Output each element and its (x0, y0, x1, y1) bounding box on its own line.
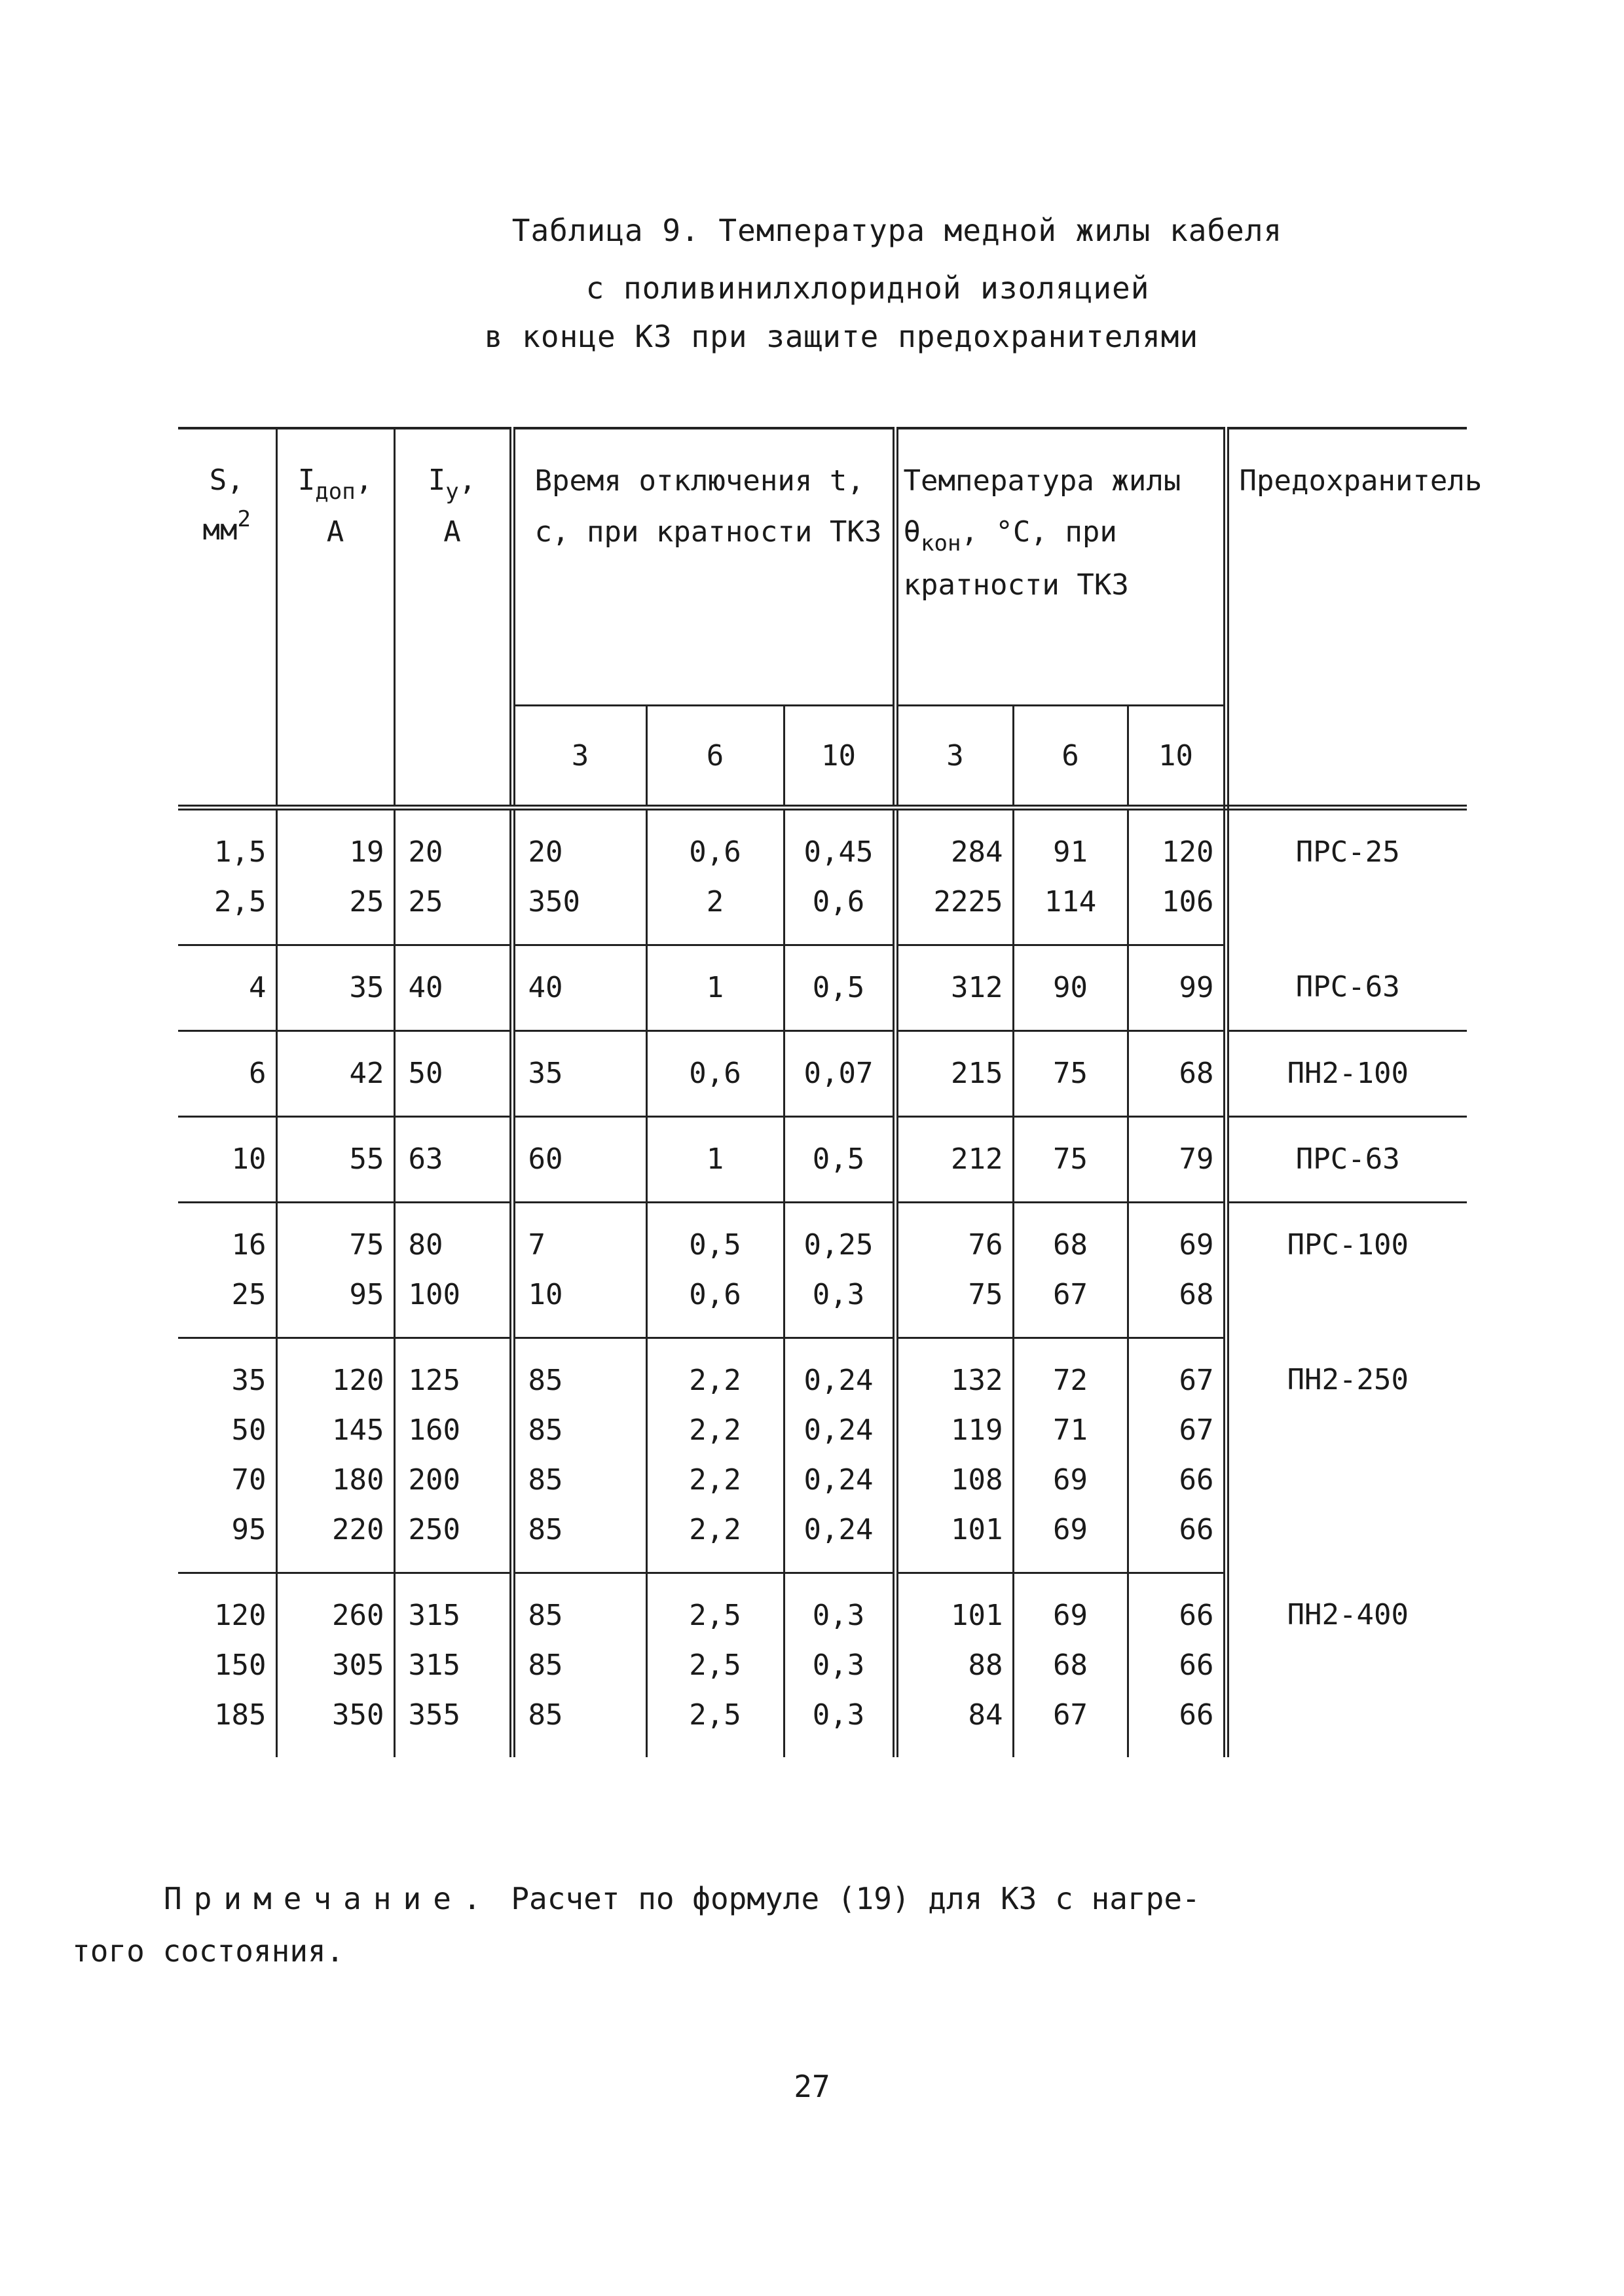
table-header (178, 428, 1483, 808)
cell-th6: 75 (1013, 1117, 1128, 1203)
cell-t6: 1 (646, 1117, 784, 1203)
cell-t6: 2 (646, 877, 784, 945)
cell-fuse: ПРС-63 (1226, 945, 1467, 1031)
cell-iy: 40 (394, 945, 512, 1031)
cell-th6: 67 (1013, 1270, 1128, 1338)
cell-th6: 69 (1013, 1505, 1128, 1573)
cell-t3: 350 (512, 877, 646, 945)
cell-t6: 2,5 (646, 1690, 784, 1757)
header-mult-10: 10 (784, 706, 895, 808)
cell-fuse: ПРС-100 (1287, 1228, 1409, 1262)
cell-th3: 119 (895, 1406, 1013, 1455)
cell-th3: 101 (895, 1573, 1013, 1641)
cell-t3: 35 (512, 1031, 646, 1117)
cell-t6: 2,2 (646, 1338, 784, 1406)
cell-idop: 145 (276, 1406, 394, 1455)
cell-th10: 66 (1128, 1690, 1226, 1757)
cell-th6: 90 (1013, 945, 1128, 1031)
cell-th10: 66 (1128, 1573, 1226, 1641)
cell-th3: 284 (895, 808, 1013, 878)
cell-t3: 40 (512, 945, 646, 1031)
cell-t6: 0,6 (646, 1270, 784, 1338)
cell-th6: 72 (1013, 1338, 1128, 1406)
row-group (178, 1338, 1467, 1573)
table-caption-line-3: в конце КЗ при защите предохранителями (484, 319, 1199, 354)
cell-th10: 69 (1128, 1203, 1226, 1271)
header-temp-mult-6: 6 (1013, 706, 1128, 808)
cell-s: 120 (214, 1599, 267, 1632)
cell-s: 1,5 (214, 835, 267, 869)
cell-th3: 84 (895, 1690, 1013, 1757)
row-group (178, 1203, 1467, 1338)
cell-iy: 250 (394, 1505, 512, 1573)
cell-s: 35 (231, 1364, 267, 1397)
cell-th10: 67 (1128, 1338, 1226, 1406)
cell-th3: 132 (895, 1338, 1013, 1406)
cell-fuse: ПРС-63 (1226, 1117, 1467, 1203)
cell-th3: 215 (895, 1031, 1013, 1117)
cell-t6: 2,5 (646, 1641, 784, 1690)
cell-idop: 305 (276, 1641, 394, 1690)
cell-th6: 75 (1013, 1031, 1128, 1117)
cell-t6: 2,5 (646, 1573, 784, 1641)
cell-idop: 35 (276, 945, 394, 1031)
cell-t3: 20 (512, 808, 646, 878)
cell-th6: 68 (1013, 1203, 1128, 1271)
cell-th6: 69 (1013, 1455, 1128, 1505)
cell-idop: 95 (276, 1270, 394, 1338)
cell-iy: 125 (394, 1338, 512, 1406)
cell-idop: 220 (276, 1505, 394, 1573)
cell-t10: 0,3 (784, 1641, 895, 1690)
row-group (178, 808, 1467, 945)
cell-t10: 0,07 (784, 1031, 895, 1117)
cell-th3: 108 (895, 1455, 1013, 1505)
cell-th10: 66 (1128, 1641, 1226, 1690)
cell-idop: 42 (276, 1031, 394, 1117)
cell-iy: 20 (394, 808, 512, 878)
header-i-dop: $I_{доп}$, А (276, 428, 394, 808)
row-group (178, 1117, 1467, 1203)
note-label: Примечание. (164, 1881, 493, 1916)
cell-idop: 55 (276, 1117, 394, 1203)
cell-t3: 85 (512, 1406, 646, 1455)
table-row (178, 1031, 1467, 1117)
cell-idop: 19 (276, 808, 394, 878)
cell-t10: 0,24 (784, 1505, 895, 1573)
cell-t10: 0,25 (784, 1203, 895, 1271)
cell-idop: 350 (276, 1690, 394, 1757)
cell-th6: 68 (1013, 1641, 1128, 1690)
row-group (178, 945, 1467, 1031)
cell-fuse: ПН2-100 (1226, 1031, 1467, 1117)
cell-t3: 85 (512, 1573, 646, 1641)
cell-fuse: ПН2-400 (1287, 1597, 1409, 1631)
header-temperature: Температура жилы $\theta_{кон}$, °С, при кратности ТКЗ (895, 428, 1226, 706)
cell-t6: 2,2 (646, 1406, 784, 1455)
cell-idop: 25 (276, 877, 394, 945)
cell-th10: 66 (1128, 1455, 1226, 1505)
cell-t10: 0,3 (784, 1690, 895, 1757)
cell-th10: 67 (1128, 1406, 1226, 1455)
cell-th3: 212 (895, 1117, 1013, 1203)
note-text-continued: того состояния. (72, 1933, 344, 1969)
cell-iy: 63 (394, 1117, 512, 1203)
cell-t6: 2,2 (646, 1505, 784, 1573)
cell-s: 95 (178, 1505, 276, 1573)
cell-th10: 66 (1128, 1505, 1226, 1573)
cell-s: 50 (231, 1413, 267, 1447)
cell-iy: 160 (394, 1406, 512, 1455)
cell-s: 70 (231, 1463, 267, 1497)
table-row (178, 1203, 1467, 1271)
cell-th10: 106 (1128, 877, 1226, 945)
cell-s: 150 (214, 1649, 267, 1682)
cell-t6: 0,6 (646, 808, 784, 878)
cell-th6: 71 (1013, 1406, 1128, 1455)
cell-idop: 260 (276, 1573, 394, 1641)
cell-t6: 1 (646, 945, 784, 1031)
header-temp-mult-10: 10 (1128, 706, 1226, 808)
cell-t3: 85 (512, 1505, 646, 1573)
table-row (178, 808, 1467, 878)
cell-th3: 2225 (895, 877, 1013, 945)
table-caption-line-2: с поливинилхлоридной изоляцией (585, 270, 1150, 306)
cell-th3: 101 (895, 1505, 1013, 1573)
cell-t10: 0,5 (784, 945, 895, 1031)
cell-idop: 120 (276, 1338, 394, 1406)
cell-th6: 67 (1013, 1690, 1128, 1757)
cell-t10: 0,6 (784, 877, 895, 945)
cell-iy: 355 (394, 1690, 512, 1757)
cell-s: 2,5 (178, 877, 276, 945)
cell-t10: 0,3 (784, 1270, 895, 1338)
cell-s: 4 (178, 945, 276, 1031)
note (72, 1872, 1473, 1977)
cell-t6: 0,5 (646, 1203, 784, 1271)
cell-th10: 79 (1128, 1117, 1226, 1203)
cell-t10: 0,3 (784, 1573, 895, 1641)
cell-t10: 0,24 (784, 1406, 895, 1455)
note-text: Расчет по формуле (19) для КЗ с нагре- (492, 1881, 1200, 1916)
cell-t3: 7 (512, 1203, 646, 1271)
cell-t10: 0,5 (784, 1117, 895, 1203)
cell-t3: 85 (512, 1338, 646, 1406)
header-temp-mult-3: 3 (895, 706, 1013, 808)
cell-s: 6 (178, 1031, 276, 1117)
cell-th10: 68 (1128, 1270, 1226, 1338)
cell-th3: 312 (895, 945, 1013, 1031)
cell-th10: 68 (1128, 1031, 1226, 1117)
header-i-y: $I_у$, А (394, 428, 512, 808)
cell-th6: 91 (1013, 808, 1128, 878)
header-section: S, $мм^2$ (178, 428, 276, 808)
cell-t10: 0,24 (784, 1338, 895, 1406)
cell-t3: 85 (512, 1641, 646, 1690)
cell-t3: 85 (512, 1690, 646, 1757)
cell-t3: 85 (512, 1455, 646, 1505)
cell-th6: 69 (1013, 1573, 1128, 1641)
cell-t10: 0,24 (784, 1455, 895, 1505)
cell-th6: 114 (1013, 877, 1128, 945)
cell-t6: 2,2 (646, 1455, 784, 1505)
cell-s: 25 (178, 1270, 276, 1338)
table-row (178, 1338, 1467, 1406)
cell-th3: 88 (895, 1641, 1013, 1690)
cell-iy: 315 (394, 1573, 512, 1641)
cell-iy: 25 (394, 877, 512, 945)
cell-fuse: ПРС-25 (1295, 835, 1400, 869)
cell-s: 185 (214, 1698, 267, 1732)
cell-s: 10 (178, 1117, 276, 1203)
page-number: 27 (794, 2069, 830, 2104)
cell-s: 16 (231, 1228, 267, 1262)
cell-th3: 76 (895, 1203, 1013, 1271)
header-fuse: Предохранитель (1226, 428, 1467, 808)
table-row (178, 1573, 1467, 1641)
cell-fuse: ПН2-250 (1287, 1362, 1409, 1396)
cell-iy: 200 (394, 1455, 512, 1505)
row-group (178, 1573, 1467, 1758)
fuse-temperature-table (178, 427, 1483, 1757)
cell-iy: 80 (394, 1203, 512, 1271)
cell-th3: 75 (895, 1270, 1013, 1338)
cell-th10: 120 (1128, 808, 1226, 878)
cell-idop: 180 (276, 1455, 394, 1505)
header-time: Время отключения t, с, при кратности ТКЗ (512, 428, 895, 706)
row-group (178, 1031, 1467, 1117)
header-mult-3: 3 (512, 706, 646, 808)
table-caption-line-1: Таблица 9. Температура медной жилы кабеля (511, 213, 1283, 248)
cell-t6: 0,6 (646, 1031, 784, 1117)
cell-t10: 0,45 (784, 808, 895, 878)
cell-iy: 50 (394, 1031, 512, 1117)
table-row (178, 945, 1467, 1031)
cell-th10: 99 (1128, 945, 1226, 1031)
table-row (178, 1117, 1467, 1203)
cell-iy: 315 (394, 1641, 512, 1690)
cell-t3: 60 (512, 1117, 646, 1203)
cell-iy: 100 (394, 1270, 512, 1338)
cell-t3: 10 (512, 1270, 646, 1338)
header-mult-6: 6 (646, 706, 784, 808)
cell-idop: 75 (276, 1203, 394, 1271)
